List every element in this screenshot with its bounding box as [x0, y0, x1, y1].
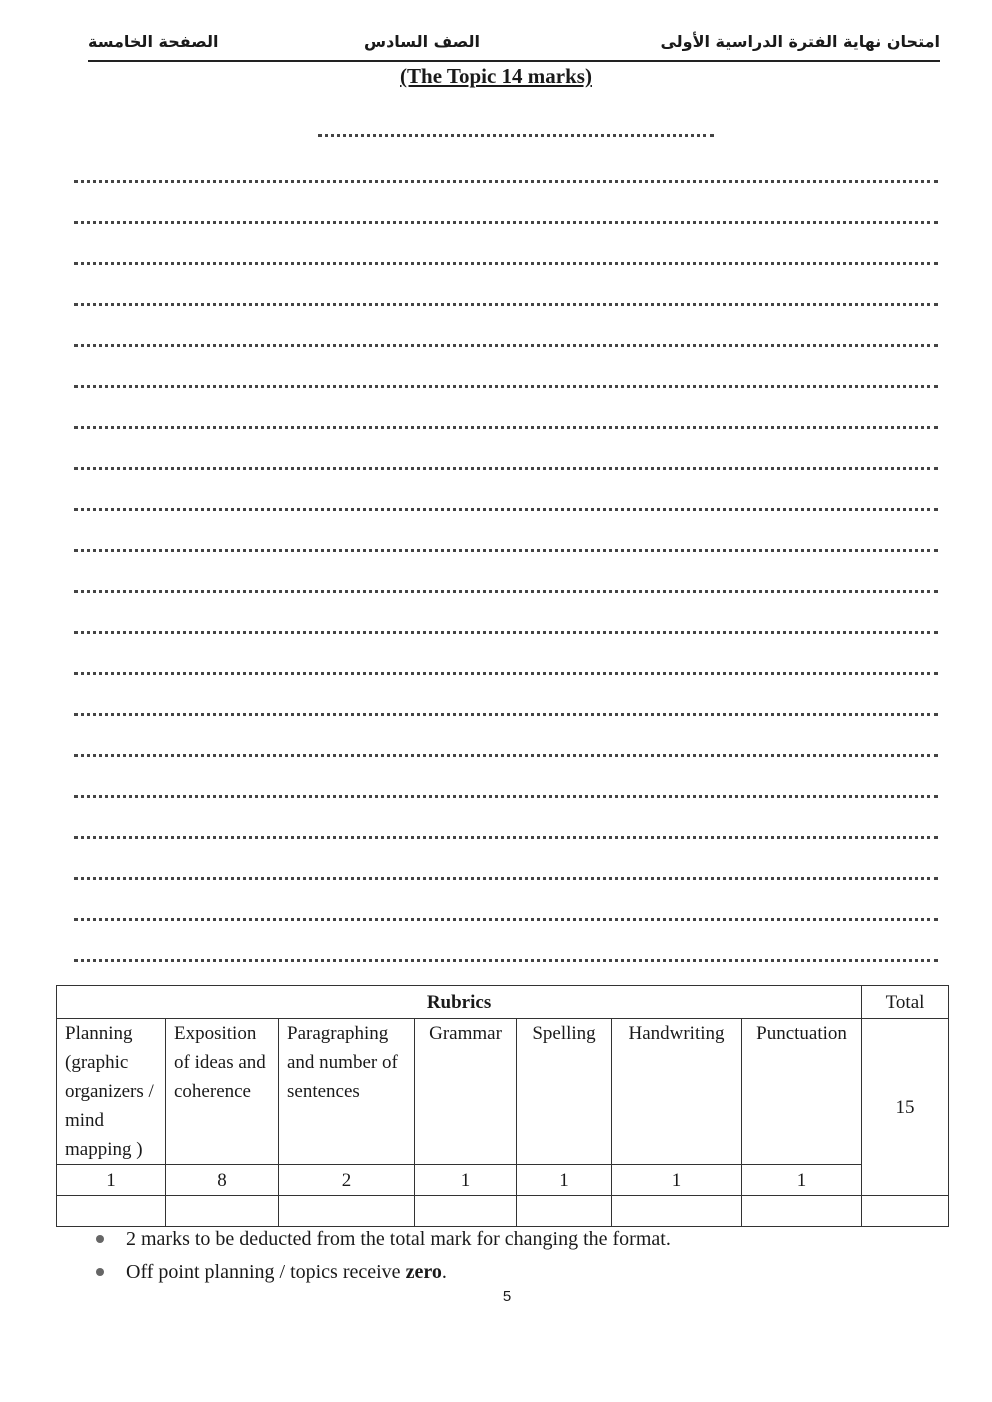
- answer-line[interactable]: [74, 183, 938, 224]
- score-cell-exposition[interactable]: [166, 1196, 279, 1227]
- answer-line[interactable]: [74, 388, 938, 429]
- score-cell-total[interactable]: [862, 1196, 949, 1227]
- note-zero-emphasis: zero: [405, 1261, 442, 1283]
- answer-line[interactable]: [74, 921, 938, 962]
- mark-paragraphing: 2: [279, 1165, 415, 1196]
- mark-planning: 1: [57, 1165, 166, 1196]
- score-cell-handwriting[interactable]: [612, 1196, 742, 1227]
- answer-line[interactable]: [74, 634, 938, 675]
- answer-line[interactable]: [74, 552, 938, 593]
- topic-title-answer-line[interactable]: [318, 120, 714, 137]
- note-format-deduction: 2 marks to be deducted from the total mark for changing the format.: [126, 1228, 671, 1250]
- answer-line[interactable]: [74, 593, 938, 634]
- rubrics-title: Rubrics: [57, 986, 862, 1019]
- score-cell-grammar[interactable]: [415, 1196, 517, 1227]
- note-item: [96, 1257, 896, 1290]
- total-header: Total: [862, 986, 949, 1019]
- answer-line[interactable]: [74, 470, 938, 511]
- rubrics-table: [56, 985, 949, 1227]
- score-cell-spelling[interactable]: [517, 1196, 612, 1227]
- answer-line[interactable]: [74, 757, 938, 798]
- mark-exposition: 8: [166, 1165, 279, 1196]
- answer-line[interactable]: [74, 306, 938, 347]
- answer-line[interactable]: [74, 142, 938, 183]
- total-value: 15: [862, 1019, 949, 1196]
- header-page-label: الصفحة الخامسة: [88, 32, 219, 51]
- answer-line[interactable]: [74, 880, 938, 921]
- header-exam-title: امتحان نهاية الفترة الدراسية الأولى: [660, 32, 940, 51]
- criterion-handwriting: Handwriting: [612, 1019, 742, 1165]
- answer-line[interactable]: [74, 716, 938, 757]
- answer-line[interactable]: [74, 839, 938, 880]
- note-item: [96, 1224, 896, 1257]
- topic-heading: [0, 64, 992, 89]
- score-cell-paragraphing[interactable]: [279, 1196, 415, 1227]
- mark-handwriting: 1: [612, 1165, 742, 1196]
- score-cell-punctuation[interactable]: [742, 1196, 862, 1227]
- mark-punctuation: 1: [742, 1165, 862, 1196]
- answer-line[interactable]: [74, 429, 938, 470]
- note-off-point-suffix: .: [441, 1261, 447, 1283]
- page-header: [88, 30, 940, 62]
- notes-list: [96, 1224, 896, 1290]
- answer-line[interactable]: [74, 675, 938, 716]
- criterion-grammar: Grammar: [415, 1019, 517, 1165]
- answer-line[interactable]: [74, 798, 938, 839]
- answer-line[interactable]: [74, 224, 938, 265]
- header-grade-label: الصف السادس: [364, 32, 480, 51]
- mark-grammar: 1: [415, 1165, 517, 1196]
- criterion-planning: Planning (graphic organizers / mind mapping ): [57, 1019, 166, 1165]
- note-off-point-prefix: Off point planning / topics receive: [126, 1261, 406, 1283]
- criterion-exposition: Exposition of ideas and coherence: [166, 1019, 279, 1165]
- bullet-icon: [96, 1235, 104, 1243]
- topic-title-text: (The Topic 14 marks): [400, 64, 592, 88]
- criterion-punctuation: Punctuation: [742, 1019, 862, 1165]
- criterion-spelling: Spelling: [517, 1019, 612, 1165]
- bullet-icon: [96, 1268, 104, 1276]
- page-number: 5: [502, 1288, 512, 1305]
- answer-line[interactable]: [74, 511, 938, 552]
- score-cell-planning[interactable]: [57, 1196, 166, 1227]
- answer-lines: [74, 142, 938, 962]
- criterion-paragraphing: Paragraphing and number of sentences: [279, 1019, 415, 1165]
- answer-line[interactable]: [74, 265, 938, 306]
- mark-spelling: 1: [517, 1165, 612, 1196]
- answer-line[interactable]: [74, 347, 938, 388]
